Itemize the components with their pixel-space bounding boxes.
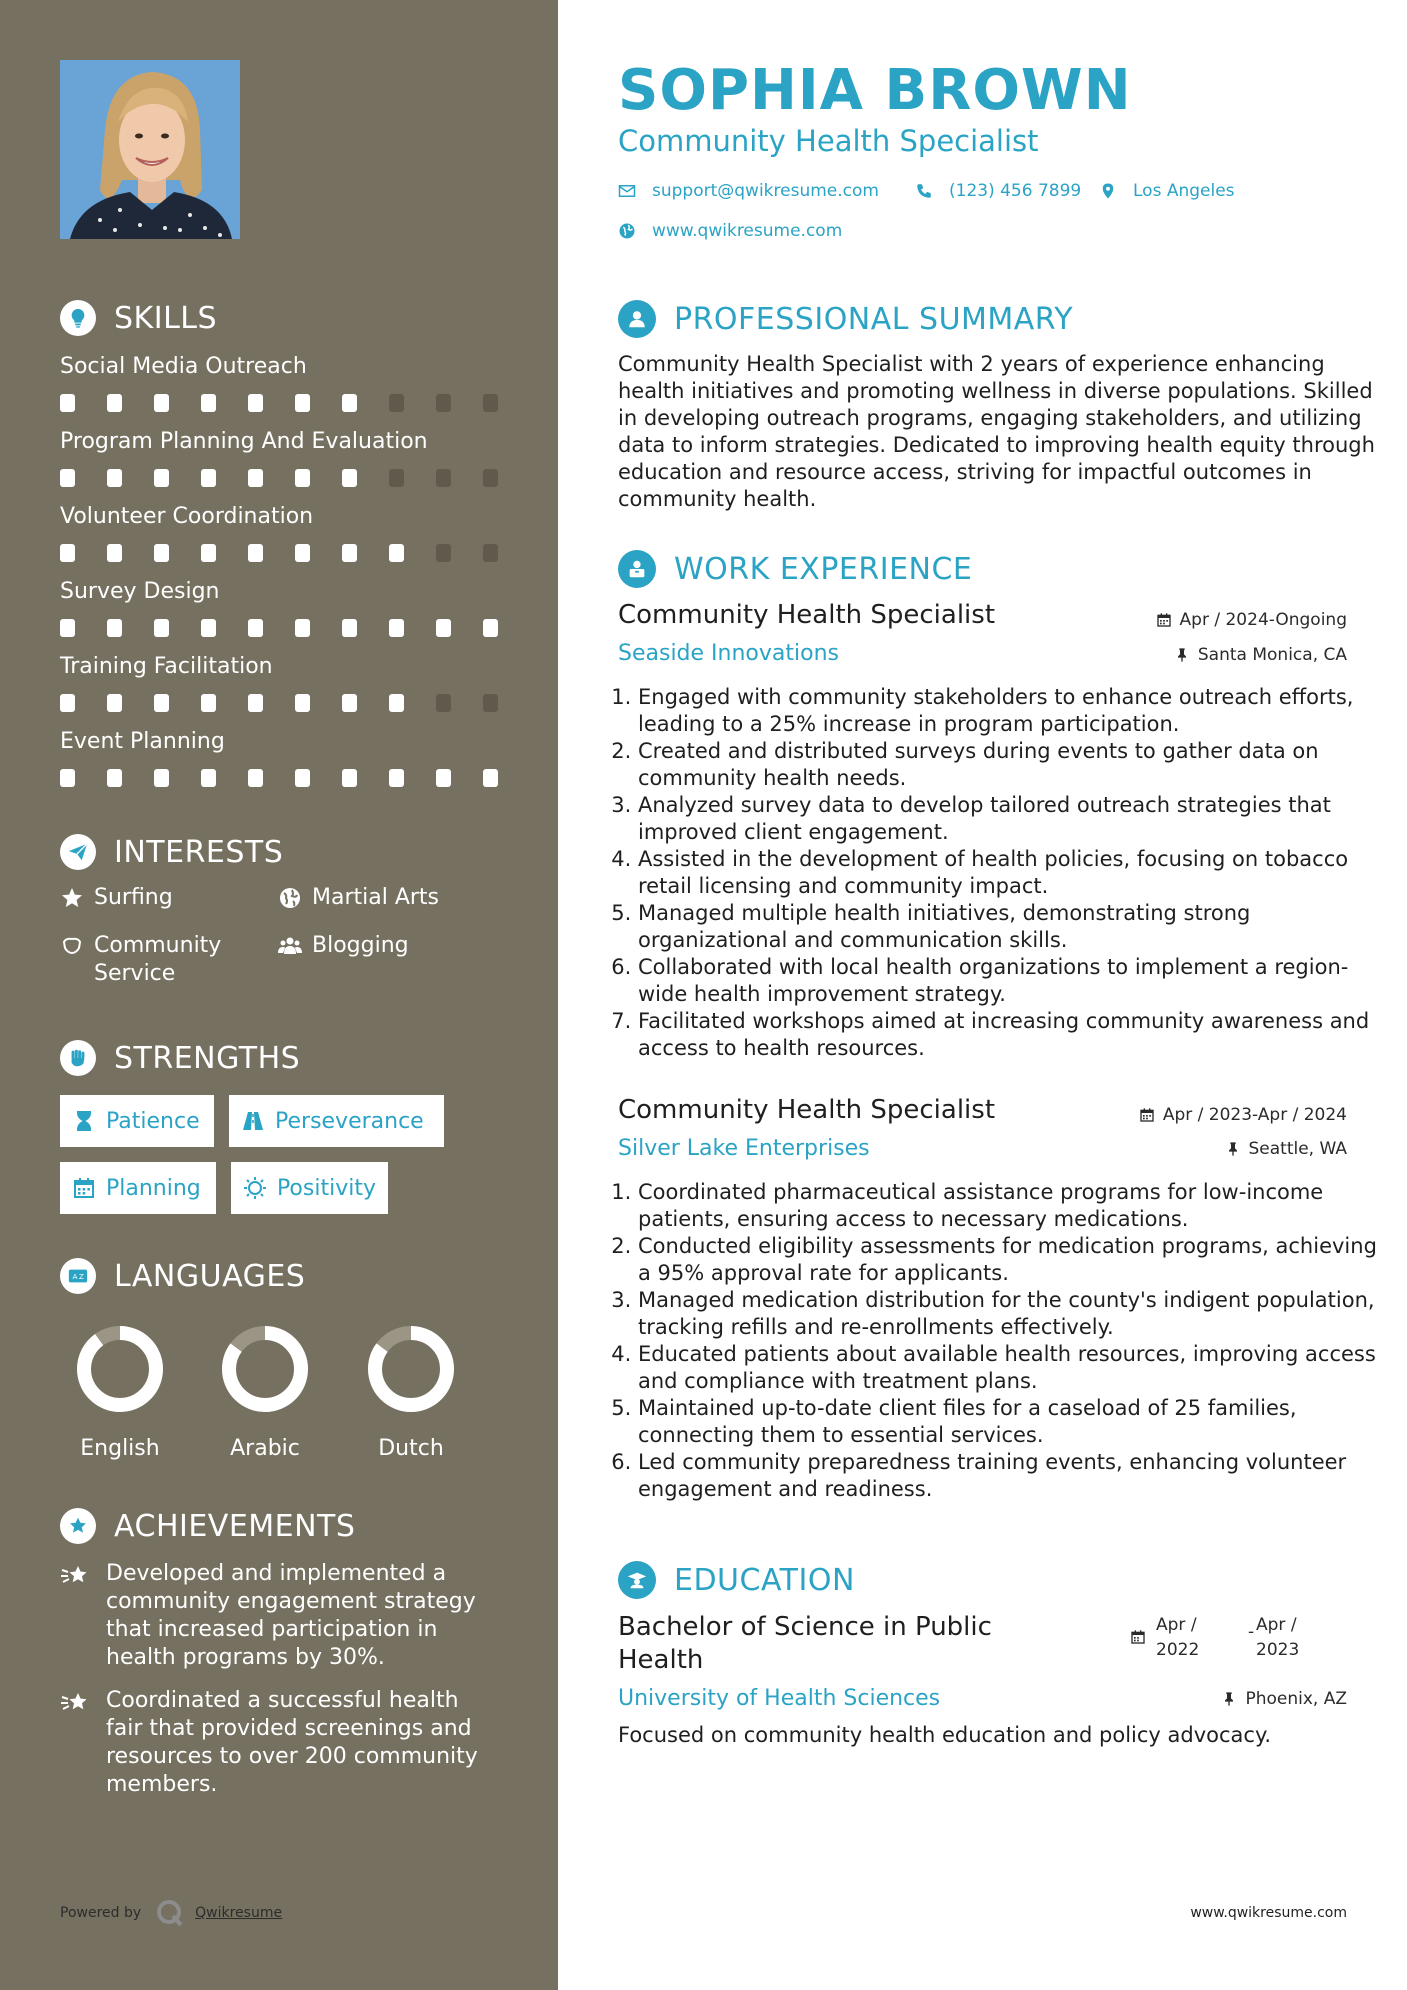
job-title: Community Health Specialist (618, 1095, 996, 1125)
skill-dot-filled (436, 619, 451, 637)
skill-dot-filled (295, 694, 310, 712)
duty-item: 5. Maintained up-to-date client files for a caseload of 25 families, connecting them to essential services. (638, 1395, 1378, 1449)
profile-photo (60, 60, 240, 239)
achievement-text: Developed and implemented a community engagement strategy that increased participation in health programs by 30%. (106, 1561, 476, 1670)
degree-line-2: Health (618, 1645, 704, 1675)
skill-dot-filled (295, 394, 310, 412)
skill-dot-filled (295, 469, 310, 487)
skill-dot-empty (483, 469, 498, 487)
skill-dot-filled (248, 769, 263, 787)
school-location-text: Phoenix, AZ (1245, 1689, 1347, 1709)
skill-dot-filled (342, 619, 357, 637)
road-icon (241, 1109, 265, 1133)
interest-item (278, 884, 439, 912)
skills-heading (60, 300, 217, 336)
language-proficiency-ring (366, 1324, 456, 1414)
contact-email[interactable] (618, 181, 879, 201)
job-location-text: Santa Monica, CA (1197, 645, 1347, 665)
job-dates (1156, 610, 1347, 630)
skill-dot-empty (483, 544, 498, 562)
skill-dot-filled (60, 544, 75, 562)
skill-rating (60, 394, 500, 412)
skill-dot-filled (248, 544, 263, 562)
skill-dot-filled (201, 544, 216, 562)
degree-title (618, 1611, 992, 1677)
skill-dot-filled (154, 694, 169, 712)
calendar-icon (72, 1176, 96, 1200)
skill-rating (60, 619, 500, 637)
school-name: University of Health Sciences (618, 1686, 941, 1711)
skill-dot-filled (201, 694, 216, 712)
skill-dot-filled (248, 394, 263, 412)
qwikresume-link[interactable]: Qwikresume (195, 1905, 283, 1921)
job-company: Silver Lake Enterprises (618, 1136, 870, 1161)
skill-dot-filled (342, 469, 357, 487)
skill-item (60, 652, 500, 712)
skill-dot-filled (201, 469, 216, 487)
skill-name: Event Planning (60, 729, 225, 754)
duty-item: 4. Educated patients about available health resources, improving access and compliance with treatment plans. (638, 1341, 1378, 1395)
achievement-item (60, 1687, 500, 1799)
interest-item (60, 932, 260, 988)
language-proficiency-ring (220, 1324, 310, 1414)
skill-dot-filled (60, 694, 75, 712)
languages-heading (60, 1258, 305, 1294)
job-company: Seaside Innovations (618, 641, 839, 666)
end-line-1: Apr / (1256, 1615, 1297, 1635)
skill-dot-filled (295, 619, 310, 637)
skill-dot-filled (389, 544, 404, 562)
skill-dot-filled (436, 769, 451, 787)
skill-dot-empty (436, 394, 451, 412)
education-heading (618, 1561, 855, 1599)
strength-chip-perseverance (229, 1095, 444, 1147)
strength-chip-positivity (231, 1162, 388, 1214)
lightbulb-icon (60, 300, 96, 336)
end-line-2: 2023 (1256, 1640, 1300, 1660)
strengths-title: STRENGTHS (114, 1040, 301, 1076)
education-start-date (1156, 1613, 1199, 1663)
skill-dot-filled (154, 619, 169, 637)
duty-item: 6. Led community preparedness training events, enhancing volunteer engagement and readiness. (638, 1449, 1378, 1503)
strengths-heading (60, 1040, 300, 1076)
trophy-star-icon (60, 1508, 96, 1544)
school-location (1221, 1689, 1347, 1709)
skill-item (60, 577, 500, 637)
job-duties-list (618, 1179, 1378, 1503)
envelope-icon (618, 182, 636, 200)
interest-item (278, 932, 409, 960)
skill-dot-empty (483, 694, 498, 712)
map-pin-icon (1099, 182, 1117, 200)
footer-url[interactable]: www.qwikresume.com (1190, 1905, 1347, 1921)
skill-dot-filled (483, 769, 498, 787)
skill-item (60, 502, 500, 562)
duty-item: 1. Coordinated pharmaceutical assistance programs for low-income patients, ensuring access to necessary medications. (638, 1179, 1378, 1233)
interest-label: Martial Arts (312, 885, 440, 910)
interests-heading (60, 834, 283, 870)
star-icon (60, 886, 84, 910)
interest-label: Blogging (312, 933, 409, 958)
skill-rating (60, 469, 500, 487)
ring-fill (84, 1333, 156, 1405)
skill-dot-filled (154, 544, 169, 562)
language-icon (60, 1258, 96, 1294)
users-icon (278, 934, 302, 958)
globe-icon (278, 886, 302, 910)
experience-heading (618, 550, 972, 588)
summary-text: Community Health Specialist with 2 years of experience enhancing health initiatives and promoting wellness in diverse populations. Skilled in developing outreach programs, engaging stakeholders, and utilizing data to inform strategies. Dedicated to improving health equity through education and resource access, striving for impactful outcomes in community health. (618, 352, 1375, 511)
skill-dot-filled (107, 769, 122, 787)
skill-item (60, 727, 500, 787)
skill-dot-empty (483, 394, 498, 412)
language-item (351, 1324, 471, 1461)
skill-dot-filled (342, 394, 357, 412)
interest-label: Surfing (94, 885, 173, 910)
skill-dot-filled (201, 619, 216, 637)
achievement-text: Coordinated a successful health fair that provided screenings and resources to over 200 community members. (106, 1688, 478, 1797)
skill-name: Survey Design (60, 579, 220, 604)
sun-icon (243, 1176, 267, 1200)
strength-label: Patience (106, 1108, 200, 1134)
skill-dot-empty (389, 394, 404, 412)
hand-icon (60, 934, 84, 958)
pushpin-icon (1174, 647, 1190, 663)
skill-rating (60, 694, 500, 712)
calendar-icon (1130, 1629, 1146, 1645)
contact-location (1099, 181, 1235, 201)
calendar-icon (1156, 612, 1172, 628)
strength-label: Perseverance (275, 1108, 424, 1134)
skill-dot-filled (295, 769, 310, 787)
skill-dot-filled (342, 544, 357, 562)
sidebar (0, 0, 558, 1990)
fist-icon (60, 1040, 96, 1076)
skill-dot-filled (389, 694, 404, 712)
achievements-title: ACHIEVEMENTS (114, 1508, 356, 1544)
skill-dot-filled (154, 769, 169, 787)
strength-chip-planning (60, 1162, 216, 1214)
svg-text:A: A (72, 1272, 78, 1282)
skill-dot-filled (154, 469, 169, 487)
experience-title: WORK EXPERIENCE (674, 551, 973, 587)
education-title: EDUCATION (674, 1562, 855, 1598)
language-name: Arabic (230, 1436, 300, 1461)
skill-dot-filled (107, 394, 122, 412)
duty-item: 4. Assisted in the development of health policies, focusing on tobacco retail licensing and community impact. (638, 846, 1378, 900)
skill-dot-filled (248, 469, 263, 487)
interests-title: INTERESTS (114, 834, 284, 870)
skill-dot-empty (436, 469, 451, 487)
job-location-text: Seattle, WA (1248, 1139, 1347, 1159)
skill-item (60, 427, 500, 487)
skill-dot-filled (483, 619, 498, 637)
phone-text: (123) 456 7899 (949, 181, 1082, 201)
skill-dot-filled (201, 769, 216, 787)
shooting-star-icon (60, 1687, 90, 1717)
summary-title: PROFESSIONAL SUMMARY (674, 301, 1074, 337)
duty-item: 1. Engaged with community stakeholders to enhance outreach efforts, leading to a 25% increase in program participation. (638, 684, 1378, 738)
skill-dot-filled (60, 769, 75, 787)
job-title: Community Health Specialist (618, 600, 996, 630)
qwikresume-logo-icon (155, 1898, 185, 1928)
briefcase-user-icon (618, 550, 656, 588)
skill-dot-filled (107, 469, 122, 487)
skill-dot-filled (342, 694, 357, 712)
job-dates-text: Apr / 2023-Apr / 2024 (1162, 1105, 1347, 1125)
skill-dot-filled (60, 469, 75, 487)
skill-dot-filled (295, 544, 310, 562)
location-text: Los Angeles (1133, 181, 1235, 201)
calendar-icon (1139, 1107, 1155, 1123)
contact-website[interactable] (618, 221, 842, 241)
skill-dot-filled (248, 694, 263, 712)
duty-item: 2. Conducted eligibility assessments for medication programs, achieving a 95% approval rate for applicants. (638, 1233, 1378, 1287)
interest-label: Community Service (94, 933, 222, 986)
start-line-2: 2022 (1156, 1640, 1200, 1660)
degree-line-1: Bachelor of Science in Public (618, 1612, 992, 1642)
phone-icon (915, 182, 933, 200)
duty-item: 3. Analyzed survey data to develop tailored outreach strategies that improved client engagement. (638, 792, 1378, 846)
education-description: Focused on community health education and policy advocacy. (618, 1723, 1272, 1747)
strength-chip-patience (60, 1095, 214, 1147)
skill-dot-filled (107, 619, 122, 637)
shooting-star-icon (60, 1560, 90, 1590)
duty-item: 6. Collaborated with local health organizations to implement a region-wide health improvement strategy. (638, 954, 1378, 1008)
duty-item: 2. Created and distributed surveys during events to gather data on community health needs. (638, 738, 1378, 792)
job-dates-text: Apr / 2024-Ongoing (1179, 610, 1347, 630)
languages-title: LANGUAGES (114, 1258, 306, 1294)
language-name: English (80, 1436, 160, 1461)
skill-name: Volunteer Coordination (60, 504, 314, 529)
hourglass-icon (72, 1109, 96, 1133)
paper-plane-icon (60, 834, 96, 870)
skill-dot-filled (342, 769, 357, 787)
skill-dot-filled (60, 619, 75, 637)
job-duties-list (618, 684, 1378, 1062)
summary-heading (618, 300, 1073, 338)
svg-text:Z: Z (78, 1272, 85, 1282)
strength-label: Positivity (276, 1175, 376, 1201)
skill-name: Program Planning And Evaluation (60, 429, 428, 454)
powered-by (60, 1898, 282, 1928)
powered-by-label: Powered by (60, 1905, 142, 1921)
language-proficiency-ring (75, 1324, 165, 1414)
job-dates (1139, 1105, 1347, 1125)
candidate-title: Community Health Specialist (618, 124, 1039, 158)
interest-item (60, 884, 173, 912)
skills-title: SKILLS (114, 300, 218, 336)
skill-rating (60, 544, 500, 562)
language-item (205, 1324, 325, 1461)
skill-item (60, 352, 500, 412)
strength-label: Planning (106, 1175, 201, 1201)
duty-item: 7. Facilitated workshops aimed at increasing community awareness and access to health resources. (638, 1008, 1378, 1062)
skill-dot-empty (436, 544, 451, 562)
language-name: Dutch (378, 1436, 444, 1461)
skill-dot-filled (154, 394, 169, 412)
skill-dot-filled (389, 619, 404, 637)
achievement-item (60, 1560, 500, 1672)
skill-name: Training Facilitation (60, 654, 273, 679)
skill-dot-filled (107, 694, 122, 712)
skill-dot-filled (389, 769, 404, 787)
language-item (60, 1324, 180, 1461)
skill-name: Social Media Outreach (60, 354, 307, 379)
candidate-name: SOPHIA BROWN (618, 58, 1132, 123)
email-text: support@qwikresume.com (652, 181, 879, 201)
pushpin-icon (1225, 1141, 1241, 1157)
skill-dot-filled (201, 394, 216, 412)
globe-icon (618, 222, 636, 240)
education-end-date (1256, 1613, 1299, 1663)
website-text: www.qwikresume.com (652, 221, 843, 241)
skill-dot-empty (436, 694, 451, 712)
duty-item: 5. Managed multiple health initiatives, demonstrating strong organizational and communication skills. (638, 900, 1378, 954)
pushpin-icon (1221, 1691, 1237, 1707)
user-icon (618, 300, 656, 338)
job-location (1174, 645, 1347, 665)
skill-rating (60, 769, 500, 787)
skill-dot-filled (248, 619, 263, 637)
date-separator: - (1248, 1622, 1255, 1642)
skill-dot-empty (389, 469, 404, 487)
job-location (1225, 1139, 1348, 1159)
start-line-1: Apr / (1156, 1615, 1197, 1635)
duty-item: 3. Managed medication distribution for the county's indigent population, tracking refills and re-enrollments effectively. (638, 1287, 1378, 1341)
achievements-heading (60, 1508, 355, 1544)
contact-phone[interactable] (915, 181, 1081, 201)
skill-dot-filled (60, 394, 75, 412)
graduate-icon (618, 1561, 656, 1599)
main-content (558, 0, 1407, 1990)
skill-dot-filled (107, 544, 122, 562)
